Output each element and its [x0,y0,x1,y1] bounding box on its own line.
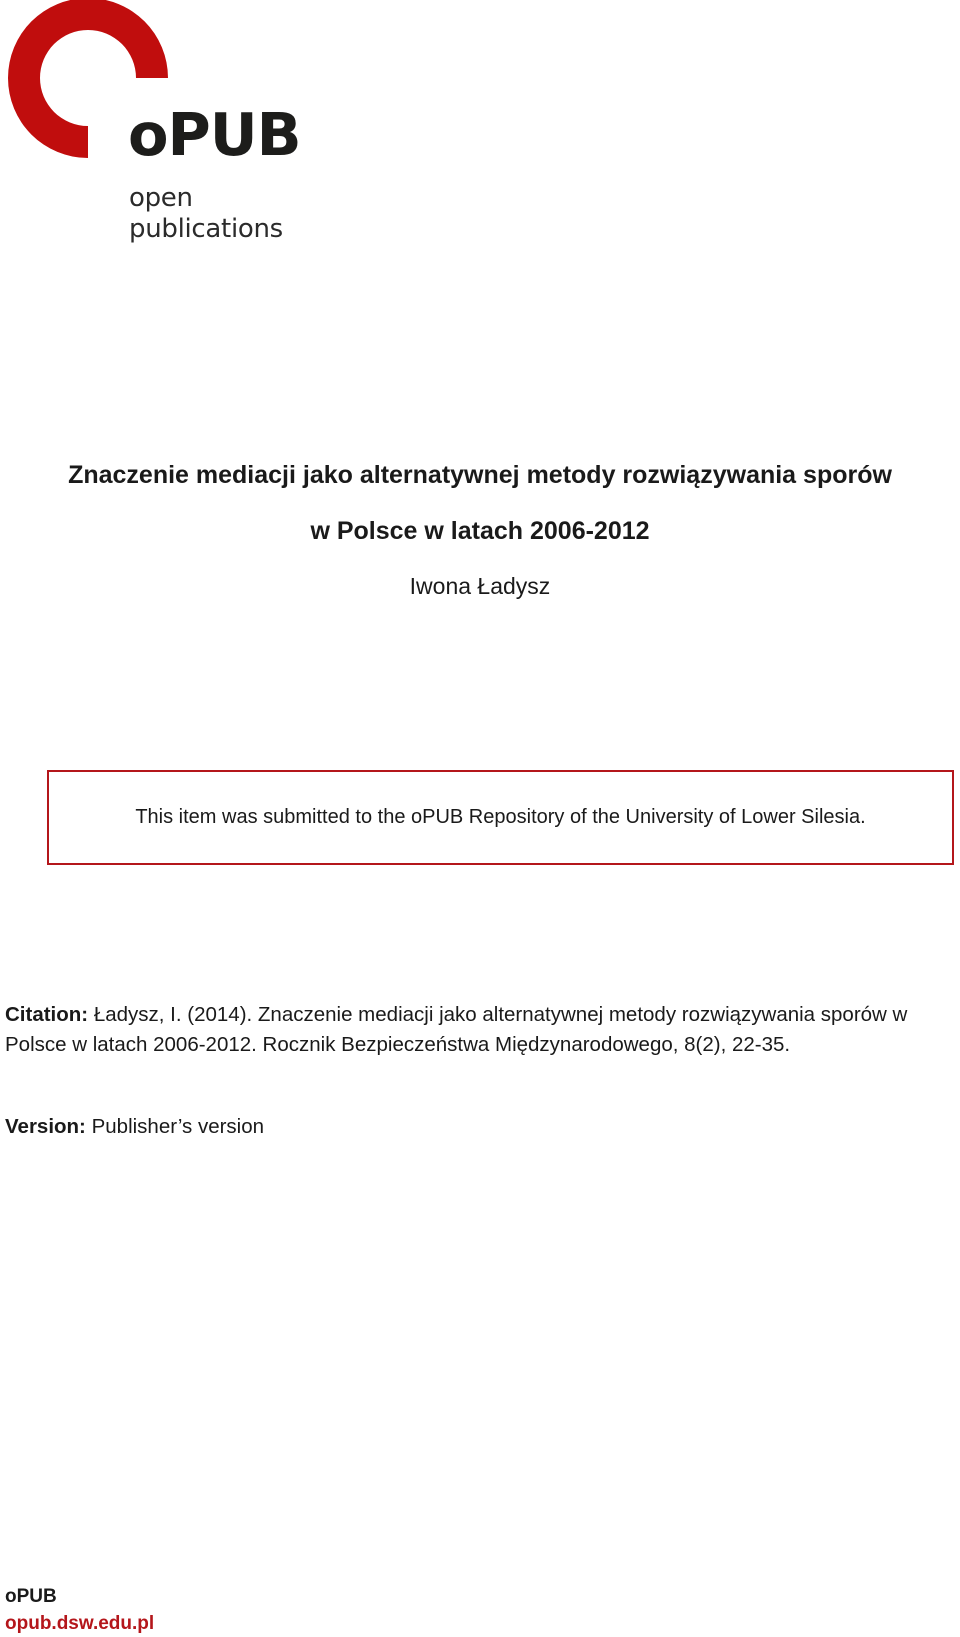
footer-link[interactable]: opub.dsw.edu.pl [5,1613,155,1634]
opub-logo [0,0,340,250]
document-title-line1: Znaczenie mediacji jako alternatywnej metody rozwiązywania sporów [68,461,892,489]
logo-wordmark: oPUB [128,100,301,169]
version-value: Publisher’s version [91,1115,265,1138]
version-line [5,1115,264,1139]
citation-block [5,1000,925,1060]
document-author: Iwona Ładysz [409,573,551,599]
logo-subtext-line1: open [129,183,193,213]
version-label: Version: [5,1115,86,1138]
citation-label: Citation: [5,1003,89,1026]
citation-text: Ładysz, I. (2014). Znaczenie mediacji jako alternatywnej metody rozwiązywania sporów w Polsce w latach 2006-2012. Rocznik Bezpieczeństwa Międzynarodowego, 8(2), 22-35. [5,1003,908,1056]
document-title-line2: w Polsce w latach 2006-2012 [310,517,650,545]
footer-brand: oPUB [5,1586,57,1607]
logo-subtext [129,183,283,245]
repository-notice-text: This item was submitted to the oPUB Repository of the University of Lower Silesia. [135,806,866,828]
footer [5,1583,154,1637]
logo-subtext-line2: publications [129,214,283,244]
document-title [0,447,960,559]
repository-notice-box [47,770,954,865]
